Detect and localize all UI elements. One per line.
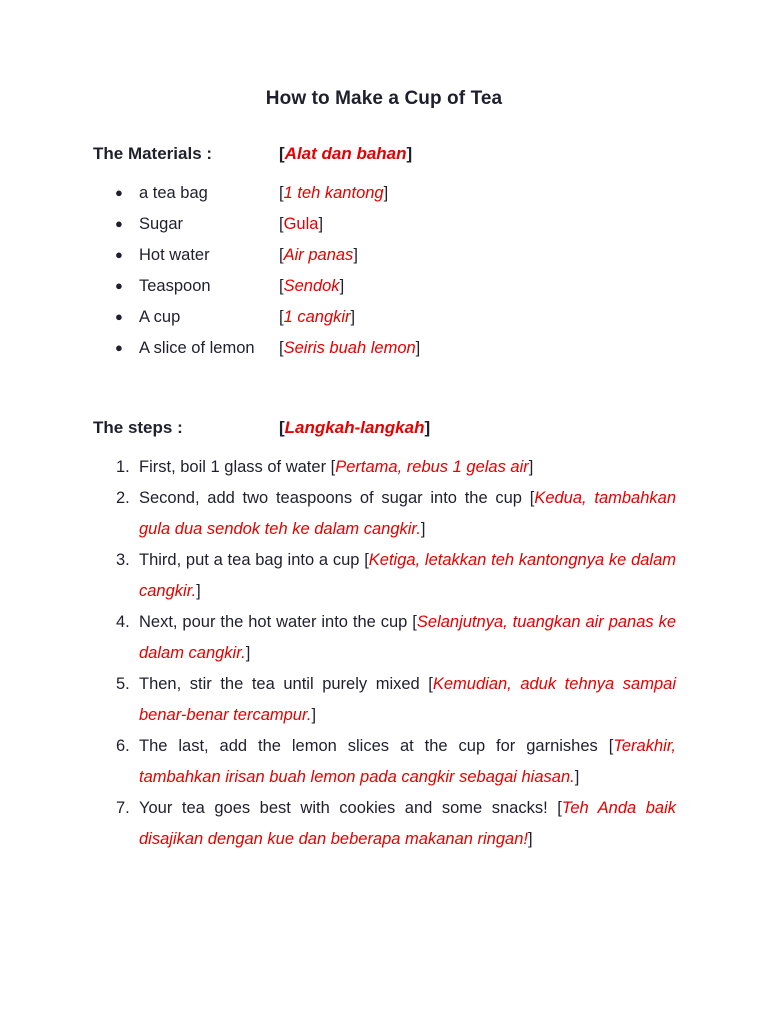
- step-translation: Pertama, rebus 1 gelas air: [335, 458, 529, 476]
- close-bracket: ]: [406, 144, 413, 163]
- open-bracket: [: [279, 418, 285, 437]
- steps-heading-label: The steps :: [93, 418, 183, 437]
- material-translation: Sendok: [283, 277, 340, 295]
- steps-heading: [93, 418, 693, 438]
- step-translation: Selanjutnya, tuangkan air panas ke dalam cangkir.: [139, 613, 677, 662]
- bullet-icon: ●: [115, 185, 123, 200]
- material-translation-wrap: [Gula]: [279, 215, 324, 233]
- step-item: 6. The last, add the lemon slices at the cup for garnishes [Terakhir, tambahkan irisan buah lemon pada cangkir sebagai hiasan.]: [93, 731, 676, 793]
- step-number: 5.: [116, 675, 130, 693]
- step-text: The last, add the lemon slices at the cup for garnishes: [139, 737, 598, 755]
- step-item: 7. Your tea goes best with cookies and some snacks! [Teh Anda baik disajikan dengan kue dan beberapa makanan ringan!]: [93, 793, 676, 855]
- material-translation-wrap: [Seiris buah lemon]: [279, 339, 421, 357]
- step-text: Next, pour the hot water into the cup: [139, 613, 408, 631]
- bullet-icon: ●: [115, 309, 123, 324]
- page-title: How to Make a Cup of Tea: [265, 88, 503, 109]
- step-item: 2. Second, add two teaspoons of sugar into the cup [Kedua, tambahkan gula dua sendok teh ke dalam cangkir.]: [93, 483, 676, 545]
- step-number: 6.: [116, 737, 130, 755]
- material-name: a tea bag: [139, 184, 208, 202]
- material-name: Sugar: [139, 215, 184, 233]
- materials-list: [93, 180, 693, 366]
- step-translation: Teh Anda baik disajikan dengan kue dan beberapa makanan ringan!: [139, 799, 676, 848]
- step-number: 2.: [116, 489, 130, 507]
- close-bracket: ]: [424, 418, 431, 437]
- step-item: 4. Next, pour the hot water into the cup [Selanjutnya, tuangkan air panas ke dalam cangkir.]: [93, 607, 676, 669]
- step-number: 1.: [116, 458, 130, 476]
- bullet-icon: ●: [115, 340, 123, 355]
- material-name: A cup: [139, 308, 181, 326]
- materials-heading-translation: Alat dan bahan: [284, 144, 407, 163]
- step-text: Third, put a tea bag into a cup: [139, 551, 360, 569]
- material-translation: Seiris buah lemon: [283, 339, 416, 357]
- step-translation: Terakhir, tambahkan irisan buah lemon pada cangkir sebagai hiasan.: [139, 737, 676, 786]
- bullet-icon: ●: [115, 247, 123, 262]
- step-number: 4.: [116, 613, 130, 631]
- materials-heading-label: The Materials :: [93, 144, 213, 163]
- list-item: [93, 273, 693, 304]
- step-text: Second, add two teaspoons of sugar into the cup: [139, 489, 522, 507]
- step-text: Your tea goes best with cookies and some snacks!: [139, 799, 548, 817]
- material-translation-wrap: [1 cangkir]: [279, 308, 356, 326]
- list-item: [93, 180, 693, 211]
- material-translation-wrap: [Air panas]: [279, 246, 358, 264]
- open-bracket: [: [279, 144, 285, 163]
- step-translation: Kedua, tambahkan gula dua sendok teh ke dalam cangkir.: [139, 489, 677, 538]
- step-item: 5. Then, stir the tea until purely mixed [Kemudian, aduk tehnya sampai benar-benar tercampur.]: [93, 669, 676, 731]
- step-item: 1. First, boil 1 glass of water [Pertama, rebus 1 gelas air]: [93, 452, 676, 483]
- list-item: [93, 211, 693, 242]
- steps-list: [93, 452, 676, 855]
- steps-heading-translation: Langkah-langkah: [284, 418, 425, 437]
- material-translation: 1 cangkir: [283, 308, 351, 326]
- step-number: 3.: [116, 551, 130, 569]
- step-translation: Kemudian, aduk tehnya sampai benar-benar tercampur.: [139, 675, 676, 724]
- step-text: Then, stir the tea until purely mixed: [139, 675, 420, 693]
- material-name: Teaspoon: [139, 277, 211, 295]
- step-item: 3. Third, put a tea bag into a cup [Ketiga, letakkan teh kantongnya ke dalam cangkir.]: [93, 545, 676, 607]
- materials-heading: [93, 144, 693, 164]
- list-item: [93, 335, 693, 366]
- material-translation: Air panas: [283, 246, 354, 264]
- bullet-icon: ●: [115, 278, 123, 293]
- bullet-icon: ●: [115, 216, 123, 231]
- material-name: A slice of lemon: [139, 339, 255, 357]
- step-number: 7.: [116, 799, 130, 817]
- material-translation-wrap: [1 teh kantong]: [279, 184, 389, 202]
- material-name: Hot water: [139, 246, 210, 264]
- list-item: [93, 242, 693, 273]
- material-translation-wrap: [Sendok]: [279, 277, 345, 295]
- step-text: First, boil 1 glass of water: [139, 458, 327, 476]
- material-translation: 1 teh kantong: [283, 184, 384, 202]
- list-item: [93, 304, 693, 335]
- step-translation: Ketiga, letakkan teh kantongnya ke dalam cangkir.: [139, 551, 677, 600]
- material-translation: Gula: [283, 215, 319, 233]
